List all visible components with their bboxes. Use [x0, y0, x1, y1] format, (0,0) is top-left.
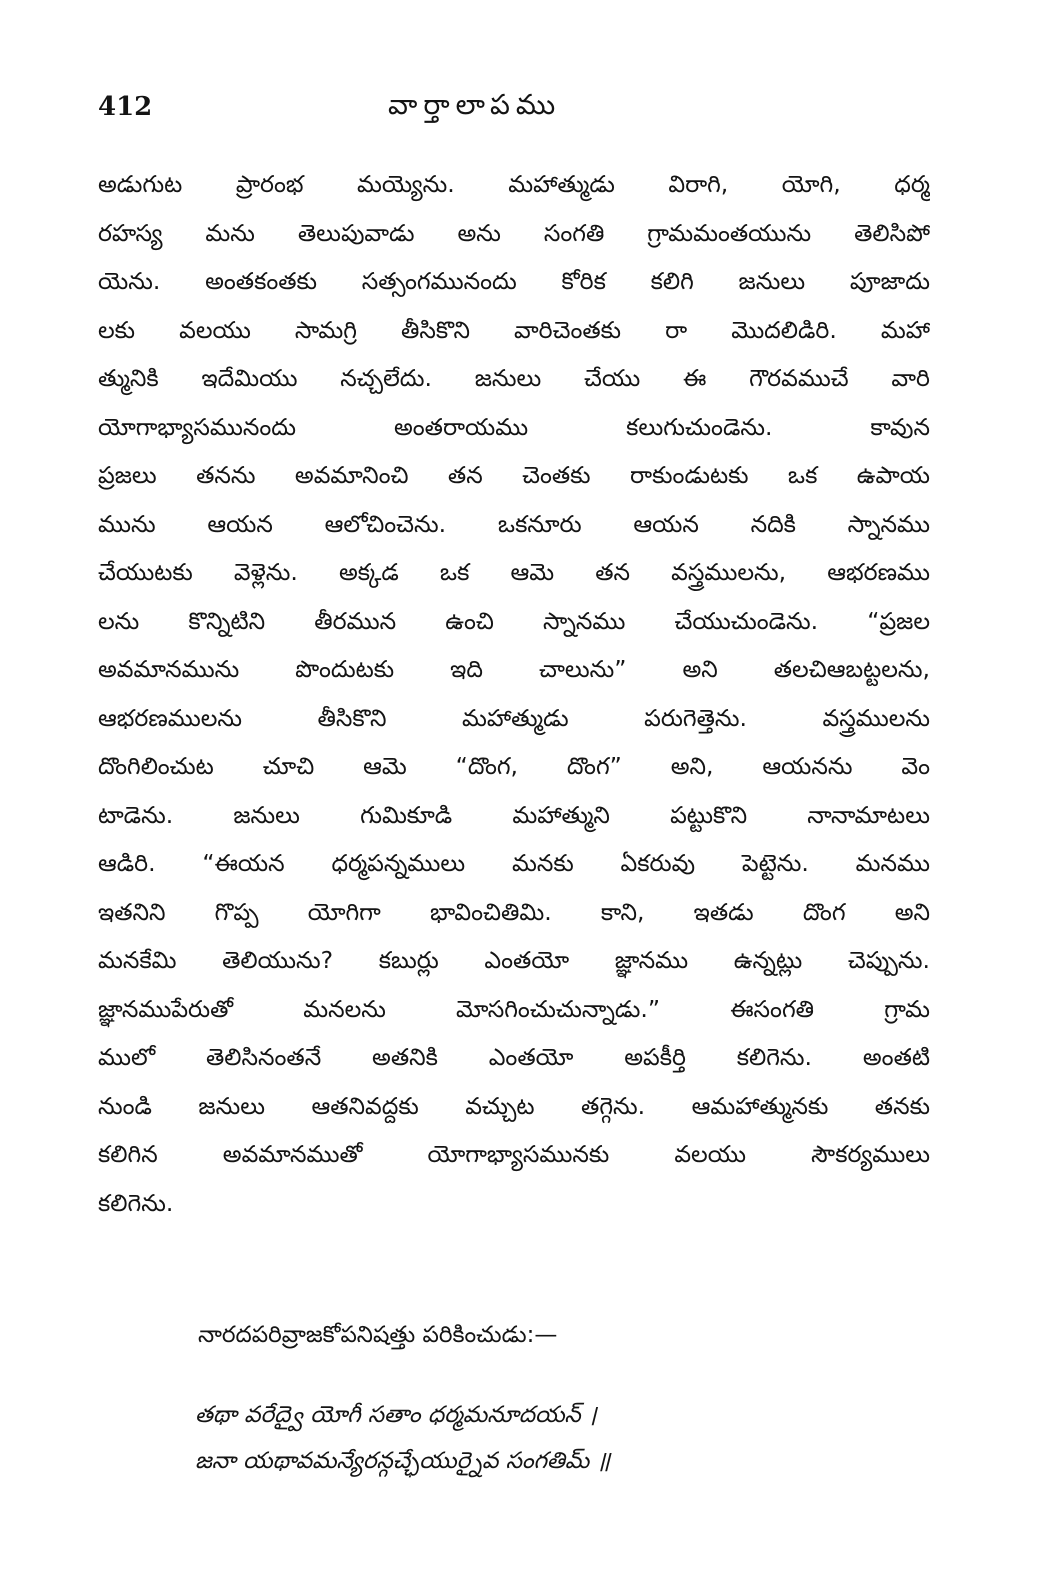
text-line: లను కొన్నిటిని తీరమున ఉంచి స్నానము చేయుచుండెను. “ప్రజల	[98, 606, 930, 635]
text-line: నుండి జనులు ఆతనివద్దకు వచ్చుట తగ్గెను. ఆమహాత్మునకు తనకు	[98, 1091, 930, 1120]
text-line: ములో తెలిసినంతనే అతనికి ఎంతయో అపకీర్తి కలిగెను. అంతటి	[98, 1043, 930, 1071]
citation-line: నారదపరివ్రాజకోపనిషత్తు పరికించుడు:—	[198, 1322, 558, 1348]
text-line: అవమానమును పొందుటకు ఇది చాలును” అని తలచిఆబట్టలను,	[98, 655, 930, 683]
text-line: దొంగిలించుట చూచి ఆమె “దొంగ, దొంగ” అని, ఆయనను వెం	[98, 752, 930, 780]
text-line: యోగాభ్యాసమునందు అంతరాయము కలుగుచుండెను. కావున	[98, 412, 930, 441]
running-title: వార్తాలాపము	[388, 88, 562, 121]
verse-line-1: తథా వరేద్వై యోగీ సతాం ధర్మమనూదయన్ ।	[195, 1402, 597, 1428]
text-line: మును ఆయన ఆలోచించెను. ఒకనూరు ఆయన నదికి స్నానము	[98, 509, 930, 538]
text-line: ప్రజలు తనను అవమానించి తన చెంతకు రాకుండుటకు ఒక ఉపాయ	[98, 461, 930, 489]
text-line: అడుగుట ప్రారంభ మయ్యెను. మహాత్ముడు విరాగి, యోగి, ధర్మ	[98, 170, 930, 198]
text-line: రహస్య మను తెలుపువాడు అను సంగతి గ్రామమంతయును తెలిసిపో	[98, 218, 930, 247]
text-line: కలిగిన అవమానముతో యోగాభ్యాసమునకు వలయు సౌకర్యములు	[98, 1140, 930, 1168]
page-number: 412	[98, 92, 153, 122]
text-line: కలిగెను.	[98, 1188, 174, 1217]
body-paragraph	[98, 160, 930, 1227]
page-header	[98, 86, 945, 136]
text-line: లకు వలయు సామగ్రి తీసికొని వారిచెంతకు రా మొదలిడిరి. మహా	[98, 315, 930, 344]
text-line: త్మునికి ఇదేమియు నచ్చలేదు. జనులు చేయు ఈ గౌరవముచే వారి	[98, 364, 930, 392]
text-line: యెను. అంతకంతకు సత్సంగమునందు కోరిక కలిగి జనులు పూజాదు	[98, 267, 930, 295]
text-line: ఇతనిని గొప్ప యోగిగా భావించితిమి. కాని, ఇతడు దొంగ అని	[98, 897, 930, 926]
verse-line-2: జనా యథావమన్యేరన్గచ్ఛేయుర్నైవ సంగతిమ్ ॥	[195, 1448, 611, 1474]
text-line: జ్ఞానముపేరుతో మనలను మోసగించుచున్నాడు.” ఈసంగతి గ్రామ	[98, 994, 930, 1023]
text-line: చేయుటకు వెళ్లెను. అక్కడ ఒక ఆమె తన వస్త్రములను, ఆభరణము	[98, 558, 930, 586]
text-line: టాడెను. జనులు గుమికూడి మహాత్ముని పట్టుకొని నానామాటలు	[98, 800, 930, 829]
text-line: ఆడిరి. “ఈయన ధర్మపన్నములు మనకు ఏకరువు పెట్టెను. మనము	[98, 849, 930, 877]
text-line: ఆభరణములను తీసికొని మహాత్ముడు పరుగెత్తెను. వస్త్రములను	[98, 703, 930, 732]
text-line: మనకేమి తెలియును? కబుర్లు ఎంతయో జ్ఞానము ఉన్నట్లు చెప్పును.	[98, 946, 930, 974]
